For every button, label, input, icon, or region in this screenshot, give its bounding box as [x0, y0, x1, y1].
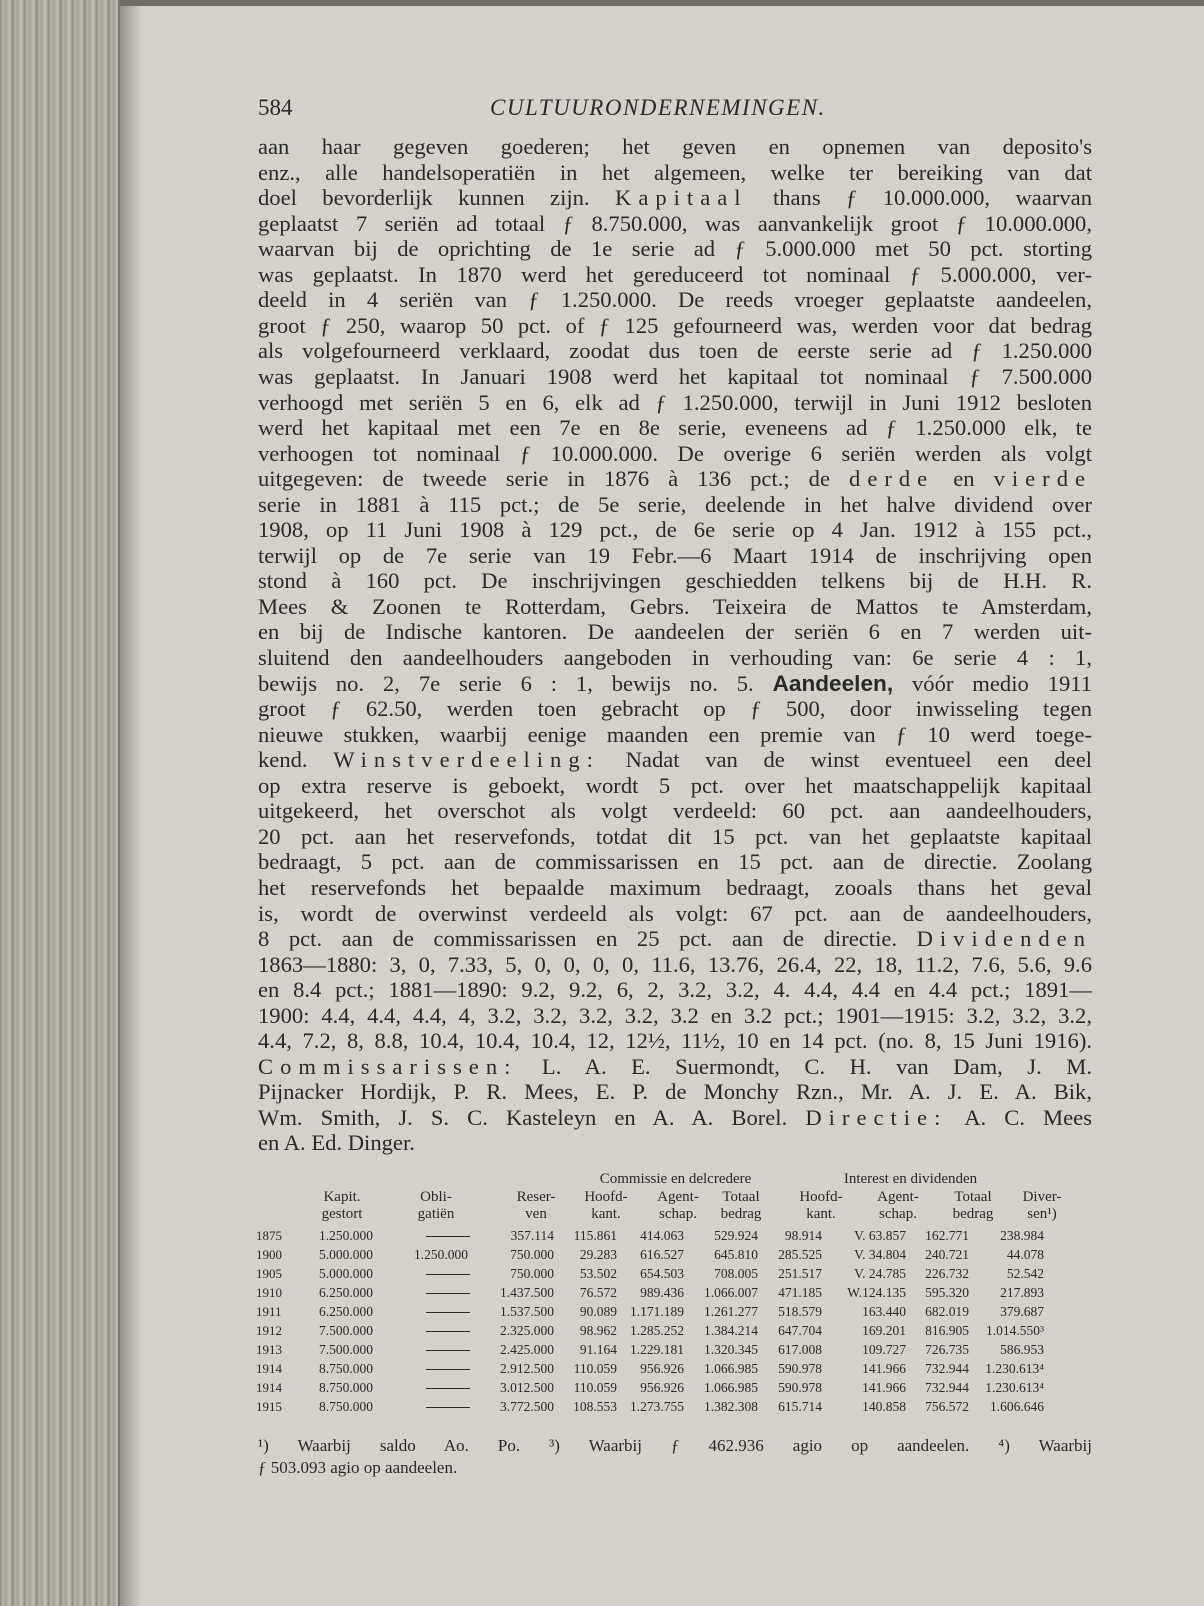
table-cell: 645.810: [714, 1247, 758, 1262]
table-cell: 7.500.000: [319, 1342, 373, 1357]
text-line: [258, 746, 1092, 774]
text-line: [258, 1053, 1092, 1081]
text-run: uitgegeven: de tweede serie in 1876 à 136 pct.; de: [258, 466, 850, 492]
text-run: Pijnacker Hordijk, P. R. Mees, E. P. de Monchy Rzn., Mr. A. J. E. A. Bik,: [258, 1079, 1092, 1105]
text-run: en A. Ed. Dinger.: [258, 1130, 415, 1156]
table-cell: 251.517: [778, 1266, 822, 1281]
column-header: ven: [525, 1206, 547, 1222]
table-cell: 529.924: [714, 1228, 758, 1243]
column-header: Totaal: [954, 1189, 992, 1205]
row-year: 1910: [256, 1285, 282, 1300]
table-cell: 590.978: [778, 1361, 822, 1376]
text-line: [258, 465, 1092, 493]
table-cell: 1.066.007: [704, 1285, 758, 1300]
table-cell: 53.502: [579, 1266, 617, 1281]
spaced-heading: derde: [849, 466, 935, 492]
table-cell: V. 24.785: [854, 1266, 906, 1281]
text-line: [258, 159, 1092, 187]
table-cell: 240.721: [925, 1247, 969, 1262]
text-run: 4.4, 7.2, 8, 8.8, 10.4, 10.4, 10.4, 12, 12½, 11½, 10 en 14 pct. (no. 8, 15 Juni 1916).: [258, 1028, 1092, 1054]
text-run: als volgefourneerd verklaard, zoodat dus toen de eerste serie ad ƒ 1.250.000: [258, 338, 1092, 364]
row-year: 1875: [256, 1228, 282, 1243]
group-header: Commissie en delcredere: [599, 1171, 752, 1187]
table-cell: 732.944: [925, 1380, 969, 1395]
table-cell: 226.732: [925, 1266, 969, 1281]
text-run: enz., alle handelsoperatiën in het algemeen, welke ter bereiking van dat: [258, 159, 1092, 185]
text-line: [258, 235, 1092, 263]
text-line: [258, 1027, 1092, 1055]
table-cell: 98.914: [784, 1228, 822, 1243]
text-run: waarvan bij de oprichting de 1e serie ad ƒ 5.000.000 met 50 pct. storting: [258, 236, 1092, 262]
text-line: [258, 1002, 1092, 1030]
text-run: 20 pct. aan het reservefonds, totdat dit 15 pct. van het geplaatste kapitaal: [258, 823, 1092, 849]
text-run: uitgekeerd, het overschot als volgt verdeeld: 60 pct. aan aandeelhouders,: [258, 798, 1092, 824]
text-run: was geplaatst. In 1870 werd het gereduceerd tot nominaal ƒ 5.000.000, ver-: [258, 261, 1092, 287]
text-run: doel bevorderlijk kunnen zijn.: [258, 185, 615, 211]
text-run: en bij de Indische kantoren. De aandeelen der seriën 6 en 7 werden uit-: [258, 619, 1092, 645]
table-cell: 8.750.000: [319, 1399, 373, 1414]
table-cell: 91.164: [579, 1342, 617, 1357]
text-line: [258, 644, 1092, 672]
column-header: gatiën: [417, 1206, 455, 1222]
table-cell: 2.325.000: [500, 1323, 554, 1338]
table-cell: 217.893: [1000, 1285, 1044, 1300]
column-header: kant.: [806, 1206, 836, 1222]
text-line: [258, 1078, 1092, 1106]
text-run: en 8.4 pct.; 1881—1890: 9.2, 9.2, 6, 2, 3.2, 3.2, 4. 4.4, 4.4 en 4.4 pct.; 1891—: [258, 977, 1092, 1003]
text-line: [258, 133, 1092, 161]
table-cell: 110.059: [573, 1361, 617, 1376]
table-cell: 141.966: [862, 1361, 906, 1376]
table-cell: 1.437.500: [500, 1285, 554, 1300]
text-line: [258, 925, 1092, 953]
table-cell: 1.273.755: [630, 1399, 684, 1414]
table-cell: 141.966: [862, 1380, 906, 1395]
text-line: [258, 976, 1092, 1004]
table-cell: 379.687: [1000, 1304, 1044, 1319]
table-cell: 471.185: [778, 1285, 822, 1300]
text-line: [258, 414, 1092, 442]
footnote-line: ¹) Waarbij saldo Ao. Po. ³) Waarbij ƒ 462.936 agio op aandeelen. ⁴) Waarbij: [258, 1436, 1092, 1455]
table-cell: 518.579: [778, 1304, 822, 1319]
text-run: vóór medio 1911: [893, 670, 1092, 696]
row-year: 1914: [256, 1380, 282, 1395]
table-cell: 1.382.308: [704, 1399, 758, 1414]
column-header: Agent-: [657, 1189, 699, 1205]
table-cell: 169.201: [862, 1323, 906, 1338]
text-line: [258, 567, 1092, 595]
text-line: [258, 542, 1092, 570]
table-cell: 90.089: [579, 1304, 617, 1319]
table-cell: 1.066.985: [704, 1380, 758, 1395]
text-line: [258, 900, 1092, 928]
page-number: 584: [258, 95, 293, 120]
book-page-edges: [0, 0, 122, 1606]
table-cell: 1.320.345: [704, 1342, 758, 1357]
spaced-heading: Kapitaal: [615, 185, 748, 211]
table-cell: 750.000: [510, 1247, 554, 1262]
text-run: bedraagt, 5 pct. aan de commissarissen en 15 pct. aan de directie. Zoolang: [258, 849, 1092, 875]
table-cell: 5.000.000: [319, 1266, 373, 1281]
row-year: 1913: [256, 1342, 282, 1357]
spaced-heading: Directie:: [805, 1104, 948, 1130]
row-year: 1911: [256, 1304, 282, 1319]
table-cell: 163.440: [862, 1304, 906, 1319]
text-run: Nadat van de winst eventueel een deel: [599, 747, 1092, 773]
text-run: Mees & Zoonen te Rotterdam, Gebrs. Teixeira de Mattos te Amsterdam,: [258, 593, 1092, 619]
text-line: [258, 1104, 1092, 1132]
table-cell: 238.984: [1000, 1228, 1044, 1243]
column-header: gestort: [321, 1206, 363, 1222]
spaced-heading: Winstverdeeling:: [333, 747, 600, 773]
text-line: [258, 797, 1092, 825]
table-cell: 108.553: [573, 1399, 617, 1414]
text-line: [258, 695, 1092, 723]
table-cell: 1.250.000: [414, 1247, 468, 1262]
text-line: [258, 389, 1092, 417]
text-run: is, wordt de overwinst verdeeld als volgt: 67 pct. aan de aandeelhouders,: [258, 900, 1092, 926]
text-line: [258, 363, 1092, 391]
text-run: 1908, op 11 Juni 1908 à 129 pct., de 6e serie op 4 Jan. 1912 à 155 pct.,: [258, 517, 1092, 543]
table-cell: 595.320: [925, 1285, 969, 1300]
table-cell: 616.527: [640, 1247, 684, 1262]
running-header: [258, 95, 1028, 127]
column-header: bedrag: [720, 1206, 762, 1222]
text-run: kend.: [258, 747, 334, 773]
row-year: 1905: [256, 1266, 282, 1281]
table-cell: 956.926: [640, 1361, 684, 1376]
table-cell: W.124.135: [847, 1285, 906, 1300]
column-header: Obli-: [420, 1189, 452, 1205]
text-run: en: [934, 466, 994, 492]
text-run: sluitend den aandeelhouders aangeboden in verhouding van: 6e serie 4 : 1,: [258, 645, 1092, 670]
binding-shadow: [118, 0, 142, 1606]
column-header: Diver-: [1022, 1189, 1062, 1205]
table-cell: 109.727: [862, 1342, 906, 1357]
table-cell: 6.250.000: [319, 1304, 373, 1319]
column-header: Totaal: [722, 1189, 760, 1205]
table-cell: V. 34.804: [854, 1247, 906, 1262]
text-line: [258, 312, 1092, 340]
table-cell: 1.171.189: [630, 1304, 684, 1319]
row-year: 1915: [256, 1399, 282, 1414]
table-cell: 357.114: [510, 1228, 554, 1243]
table-cell: 1.261.277: [704, 1304, 758, 1319]
text-run: geplaatst 7 seriën ad totaal ƒ 8.750.000, was aanvankelijk groot ƒ 10.000.000,: [258, 210, 1092, 236]
text-line: [258, 516, 1092, 544]
column-header: Agent-: [877, 1189, 919, 1205]
text-line: [258, 618, 1092, 646]
text-run: verhoogen tot nominaal ƒ 10.000.000. De overige 6 seriën werden als volgt: [258, 440, 1092, 466]
table-cell: 1.230.613⁴: [985, 1361, 1044, 1376]
table-cell: 617.008: [778, 1342, 822, 1357]
text-run: Wm. Smith, J. S. C. Kasteleyn en A. A. Borel.: [258, 1104, 806, 1130]
text-run: verhoogd met seriën 5 en 6, elk ad ƒ 1.250.000, terwijl in Juni 1912 besloten: [258, 389, 1092, 415]
table-cell: 3.772.500: [500, 1399, 554, 1414]
column-header: sen¹): [1027, 1206, 1057, 1222]
table-cell: 816.905: [925, 1323, 969, 1338]
table-cell: 1.014.550³: [985, 1323, 1044, 1338]
column-header: Kapit.: [323, 1189, 361, 1205]
text-run: thans ƒ 10.000.000, waarvan: [747, 185, 1092, 211]
table-cell: 140.858: [862, 1399, 906, 1414]
table-cell: 98.962: [579, 1323, 617, 1338]
table-cell: 8.750.000: [319, 1380, 373, 1395]
table-cell: 732.944: [925, 1361, 969, 1376]
column-header: schap.: [879, 1206, 917, 1222]
table-cell: 1.384.214: [704, 1323, 758, 1338]
table-cell: 647.704: [778, 1323, 822, 1338]
table-cell: 3.012.500: [500, 1380, 554, 1395]
table-cell: 956.926: [640, 1380, 684, 1395]
text-run: L. A. E. Suermondt, C. H. van Dam, J. M.: [517, 1053, 1092, 1079]
table-cell: 708.005: [714, 1266, 758, 1281]
text-line: [258, 874, 1092, 902]
column-header: Hoofd-: [799, 1189, 843, 1205]
table-cell: 76.572: [579, 1285, 617, 1300]
table-cell: 52.542: [1006, 1266, 1044, 1281]
text-line: [258, 593, 1092, 621]
row-year: 1914: [256, 1361, 282, 1376]
text-run: terwijl op de 7e serie van 19 Febr.—6 Maart 1914 de inschrijving open: [258, 542, 1092, 568]
table-cell: 1.230.613⁴: [985, 1380, 1044, 1395]
text-run: stond à 160 pct. De inschrijvingen geschiedden telkens bij de H.H. R.: [258, 568, 1092, 594]
table-cell: 1.285.252: [630, 1323, 684, 1338]
text-line: [258, 184, 1092, 212]
table-cell: 29.283: [579, 1247, 617, 1262]
table-cell: 756.572: [925, 1399, 969, 1414]
spaced-heading: Commissarissen:: [258, 1053, 518, 1079]
column-header: bedrag: [952, 1206, 994, 1222]
text-run: het reservefonds het bepaalde maximum bedraagt, zooals thans het geval: [258, 874, 1092, 900]
table-cell: 7.500.000: [319, 1323, 373, 1338]
table-cell: 1.250.000: [319, 1228, 373, 1243]
table-cell: V. 63.857: [854, 1228, 906, 1243]
text-run: was geplaatst. In Januari 1908 werd het kapitaal tot nominaal ƒ 7.500.000: [258, 363, 1092, 389]
table-cell: 2.912.500: [500, 1361, 554, 1376]
table-cell: 615.714: [778, 1399, 822, 1414]
column-header: schap.: [659, 1206, 697, 1222]
group-header: Interest en dividenden: [843, 1171, 978, 1187]
table-cell: 1.066.985: [704, 1361, 758, 1376]
footnote-line: ƒ 503.093 agio op aandeelen.: [258, 1458, 458, 1477]
row-year: 1900: [256, 1247, 282, 1262]
table-cell: 115.861: [573, 1228, 617, 1243]
text-line: [258, 337, 1092, 365]
column-header: kant.: [591, 1206, 621, 1222]
text-run: werd het kapitaal met een 7e en 8e serie, eveneens ad ƒ 1.250.000 elk, te: [258, 415, 1092, 441]
table-cell: 1.229.181: [630, 1342, 684, 1357]
text-line: [258, 210, 1092, 238]
text-line: [258, 286, 1092, 314]
running-title: CULTUURONDERNEMINGEN.: [490, 95, 826, 120]
spaced-heading: vierde: [993, 466, 1093, 492]
text-line: [258, 721, 1092, 749]
text-run: 1863—1880: 3, 0, 7.33, 5, 0, 0, 0, 0, 11.6, 13.76, 26.4, 22, 18, 11.2, 7.6, 5.6, 9.6: [258, 951, 1092, 977]
table-cell: 8.750.000: [319, 1361, 373, 1376]
column-header: Hoofd-: [584, 1189, 628, 1205]
text-run: groot ƒ 62.50, werden toen gebracht op ƒ 500, door inwisseling tegen: [258, 696, 1092, 722]
table-cell: 590.978: [778, 1380, 822, 1395]
table-cell: 5.000.000: [319, 1247, 373, 1262]
row-year: 1912: [256, 1323, 282, 1338]
bold-term: Aandeelen,: [772, 670, 894, 696]
text-line: [258, 440, 1092, 468]
text-line: [258, 261, 1092, 289]
text-line: [258, 772, 1092, 800]
table-cell: 654.503: [640, 1266, 684, 1281]
column-header: Reser-: [516, 1189, 556, 1205]
table-cell: 44.078: [1006, 1247, 1044, 1262]
table-cell: 1.537.500: [500, 1304, 554, 1319]
spaced-heading: Dividenden: [916, 926, 1092, 952]
text-run: serie in 1881 à 115 pct.; de 5e serie, deelende in het halve dividend over: [258, 491, 1092, 517]
text-line: [258, 670, 1092, 698]
text-run: aan haar gegeven goederen; het geven en opnemen van deposito's: [258, 134, 1092, 159]
text-run: 1900: 4.4, 4.4, 4.4, 4, 3.2, 3.2, 3.2, 3.2, 3.2 en 3.2 pct.; 1901—1915: 3.2, 3.2, 3.2,: [258, 1002, 1092, 1028]
table-cell: 414.063: [640, 1228, 684, 1243]
table-cell: 162.771: [925, 1228, 969, 1243]
table-cell: 586.953: [1000, 1342, 1044, 1357]
table-cell: 989.436: [640, 1285, 684, 1300]
table-cell: 682.019: [925, 1304, 969, 1319]
table-cell: 285.525: [778, 1247, 822, 1262]
text-line: [258, 1129, 1092, 1157]
text-run: deeld in 4 seriën van ƒ 1.250.000. De reeds vroeger geplaatste aandeelen,: [258, 287, 1092, 313]
text-line: [258, 823, 1092, 851]
text-line: [258, 951, 1092, 979]
table-cell: 726.735: [925, 1342, 969, 1357]
text-line: [258, 491, 1092, 519]
table-cell: 750.000: [510, 1266, 554, 1281]
text-line: [258, 848, 1092, 876]
financial-table: [258, 1170, 1092, 1430]
text-run: bewijs no. 2, 7e serie 6 : 1, bewijs no. 5.: [258, 670, 773, 696]
text-run: nieuwe stukken, waarbij eenige maanden een premie van ƒ 10 werd toege-: [258, 721, 1092, 747]
table-cell: 110.059: [573, 1380, 617, 1395]
table-cell: 1.606.646: [990, 1399, 1044, 1414]
table-cell: 6.250.000: [319, 1285, 373, 1300]
table-cell: 2.425.000: [500, 1342, 554, 1357]
text-run: op extra reserve is geboekt, wordt 5 pct. over het maatschappelijk kapitaal: [258, 772, 1092, 798]
text-run: groot ƒ 250, waarop 50 pct. of ƒ 125 gefourneerd was, werden voor dat bedrag: [258, 312, 1092, 338]
text-run: A. C. Mees: [947, 1104, 1092, 1130]
page-top-edge: [120, 0, 1204, 6]
text-run: 8 pct. aan de commissarissen en 25 pct. aan de directie.: [258, 926, 917, 952]
